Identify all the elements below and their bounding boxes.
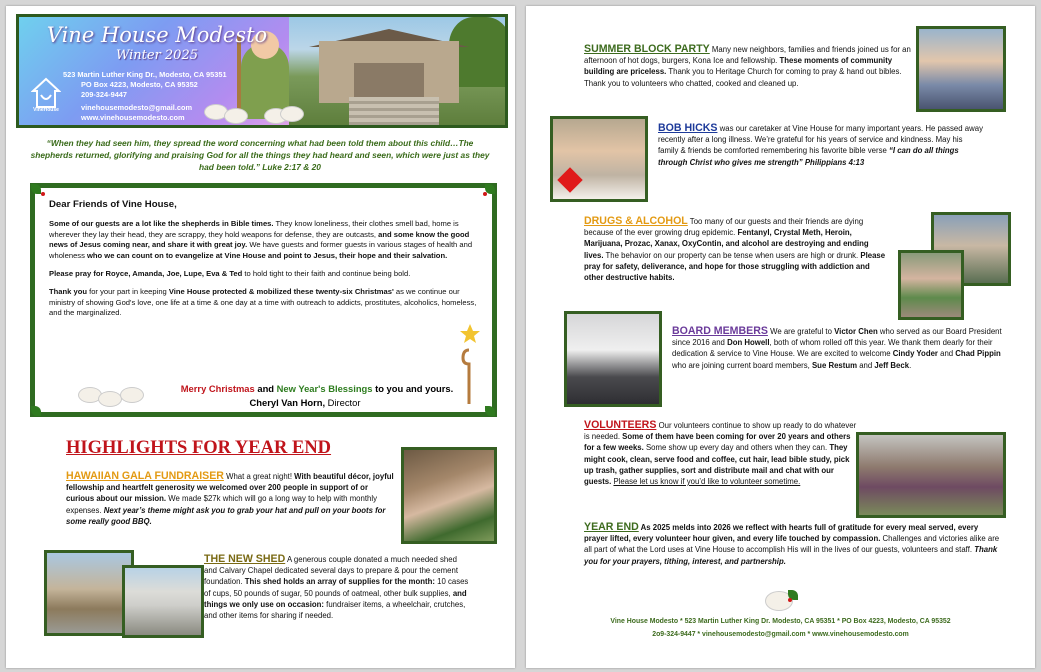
shed-foundation-photo	[44, 550, 134, 636]
christmas-greeting: Merry Christmas and New Year's Blessings to you and yours.	[180, 383, 454, 394]
letter-body	[49, 200, 479, 327]
page-two	[526, 6, 1035, 668]
letter-paragraph-3: Thank you for your part in keeping Vine House protected & mobilized these twenty-six Christmas' as we continue our ministry of showing God's love, one life at a time & one day at a time with outreach to addicts, prostitutes, alcoholics, homeless, and the marginalized.	[49, 287, 477, 318]
newsletter-subtitle: Winter 2025	[115, 48, 198, 63]
heart-icon	[557, 167, 582, 192]
year-end-section: YEAR END As 2025 melds into 2026 we reflect with hearts full of gratitude for every meal served, every prayer lifted, every volunteer hour given, and every life touched by compassion. Challenges and victories alike are all part of what the Lord uses at Vine House to accomplish His will in the lives of our guests, volunteers and staff. Thank you for your prayers, tithing, interest, and partnership.	[584, 521, 1000, 566]
stairs-graphic	[349, 97, 439, 125]
berry-icon	[483, 192, 487, 196]
drugs-alcohol-heading: DRUGS & ALCOHOL	[584, 215, 688, 227]
header-po-box: PO Box 4223, Modesto, CA 95352	[81, 80, 198, 89]
header-banner	[16, 14, 508, 128]
new-shed-photo	[122, 565, 204, 638]
board-members-heading: BOARD MEMBERS	[672, 325, 768, 337]
drugs-alcohol-section: DRUGS & ALCOHOL Too many of our guests and their friends are dying because of the ever growing drug epidemic. Fentanyl, Crystal Meth, Heroin, Marijuana, Prozac, Xanax, OxyContin, and alcohol are destroying and ending lives. The behavior on our property can be tense when users are high or drunk. Please pray for safety, deliverance, and hope for those struggling with addiction and other destructive habits.	[584, 215, 886, 283]
sheep-icon	[99, 392, 121, 406]
sheep-icon	[79, 388, 101, 402]
holly-icon	[31, 406, 41, 416]
sheep-icon	[121, 388, 143, 402]
berry-icon	[41, 192, 45, 196]
volunteers-photo	[856, 432, 1006, 518]
director-letter	[30, 183, 497, 417]
header-address: 523 Martin Luther King Dr., Modesto, CA 95351	[63, 70, 227, 79]
berry-icon	[788, 598, 792, 602]
holly-icon	[31, 184, 41, 194]
gala-section: HAWAIIAN GALA FUNDRAISER What a great night! With beautiful décor, joyful fellowship and heartfelt generosity we welcomed over 200 people in support of or curious about our mission. We made $27k which will go a long way to help with monthly expenses. Next year’s theme might ask you to grab your hat and pull on your boots for some really good BBQ.	[66, 470, 394, 526]
gala-photo	[401, 447, 497, 544]
bob-hicks-photo	[550, 116, 648, 202]
staff-and-star-icon	[455, 316, 485, 406]
header-phone: 209-324-9447	[81, 90, 128, 99]
drugs-photo-2	[898, 250, 964, 320]
bob-hicks-heading: BOB HICKS	[658, 122, 718, 134]
block-party-photo	[916, 26, 1006, 112]
board-members-section: BOARD MEMBERS We are grateful to Victor Chen who served as our Board President since 2016 and Don Howell, both of whom rolled off this year. We thank them dearly for their dedication & service to Vine House. We are excited to welcome Cindy Yoder and Chad Pippin who are joining current board members, Sue Restum and Jeff Beck.	[672, 325, 1002, 370]
block-party-section: SUMMER BLOCK PARTY Many new neighbors, families and friends joined us for an afternoon of hot dogs, burgers, Kona Ice and fellowship. These moments of community building are priceless. Thank you to Heritage Church for coming to pray & hand out bibles. Thank you to volunteers who chatted, cooked and cleaned up.	[584, 43, 911, 88]
header-website: www.vinehousemodesto.com	[81, 113, 185, 122]
year-end-heading: YEAR END	[584, 521, 639, 533]
newsletter-title: Vine House Modesto	[46, 23, 268, 47]
volunteers-section: VOLUNTEERS Our volunteers continue to show up ready to do whatever is needed. Some of them have been coming for over 20 years and others for a few weeks. Some show up every day and others when they can. They might cook, clean, serve food and coffee, cut hair, lead bible study, pick up trash, gather supplies, sort and distribute mail and chat with our guests. Please let us know if you’d like to volunteer sometime.	[584, 419, 857, 487]
header-email: vinehousemodesto@gmail.com	[81, 103, 193, 112]
gala-heading: HAWAIIAN GALA FUNDRAISER	[66, 470, 224, 482]
shed-section: THE NEW SHED A generous couple donated a much needed shed and Calvary Chapel dedicated several days to prepare & pour the cement foundation. This shed holds an array of supplies for the month: 10 cases of cups, 50 pounds of sugar, 50 pounds of oatmeal, other bulk supplies, and things we only use on occasion: fundraiser items, a wheelchair, crutches, and other items for sharing if needed.	[204, 553, 469, 621]
volunteer-link[interactable]: Please let us know if you’d like to volunteer sometime.	[613, 477, 801, 487]
volunteers-heading: VOLUNTEERS	[584, 419, 657, 431]
page-one	[6, 6, 515, 668]
letter-paragraph-2: Please pray for Royce, Amanda, Joe, Lupe, Eva & Ted to hold tight to their faith and continue being bold.	[49, 269, 411, 279]
footer-address: Vine House Modesto * 523 Martin Luther King Dr. Modesto, CA 95351 * PO Box 4223, Modesto, CA 95352	[610, 618, 951, 625]
board-photo	[564, 311, 662, 407]
letter-paragraph-1: Some of our guests are a lot like the shepherds in Bible times. They know loneliness, their clothes smell bad, home is wherever they lay their head, they are scrappy, they hold weapons for defense, they are outcasts, and some know the good news of Jesus coming near, and share it with great joy. We have guests and former guests in various stages of health and wholeness who we can count on to evangelize at Vine House and point to Jesus, their hope and their salvation.	[49, 219, 473, 260]
bob-hicks-section: BOB HICKS was our caretaker at Vine House for many important years. He passed away recently after a long illness. We’re grateful for his years of service and kindness. May his family & friends be comforted remembering his favorite bible verse “I can do all things through Christ who gives me strength” Philippians 4:13	[658, 122, 983, 167]
footer-contact: 2o9-324-9447 * vinehousemodesto@gmail.com * www.vinehousemodesto.com	[652, 631, 909, 638]
highlights-title: HIGHLIGHTS FOR YEAR END	[66, 438, 332, 458]
block-party-heading: SUMMER BLOCK PARTY	[584, 43, 710, 55]
letter-greeting: Dear Friends of Vine House,	[49, 199, 177, 210]
letter-signature: Cheryl Van Horn, Director	[249, 397, 361, 408]
logo-text: VineHouse	[33, 107, 59, 113]
shed-heading: THE NEW SHED	[204, 553, 286, 565]
holly-icon	[485, 406, 495, 416]
scripture-verse: “When they had seen him, they spread the word concerning what had been told them about this child…The shepherds returned, glorifying and praising God for all the things they had heard and seen, which were just as they had been told.” Luke 2:17 & 20	[30, 138, 490, 172]
